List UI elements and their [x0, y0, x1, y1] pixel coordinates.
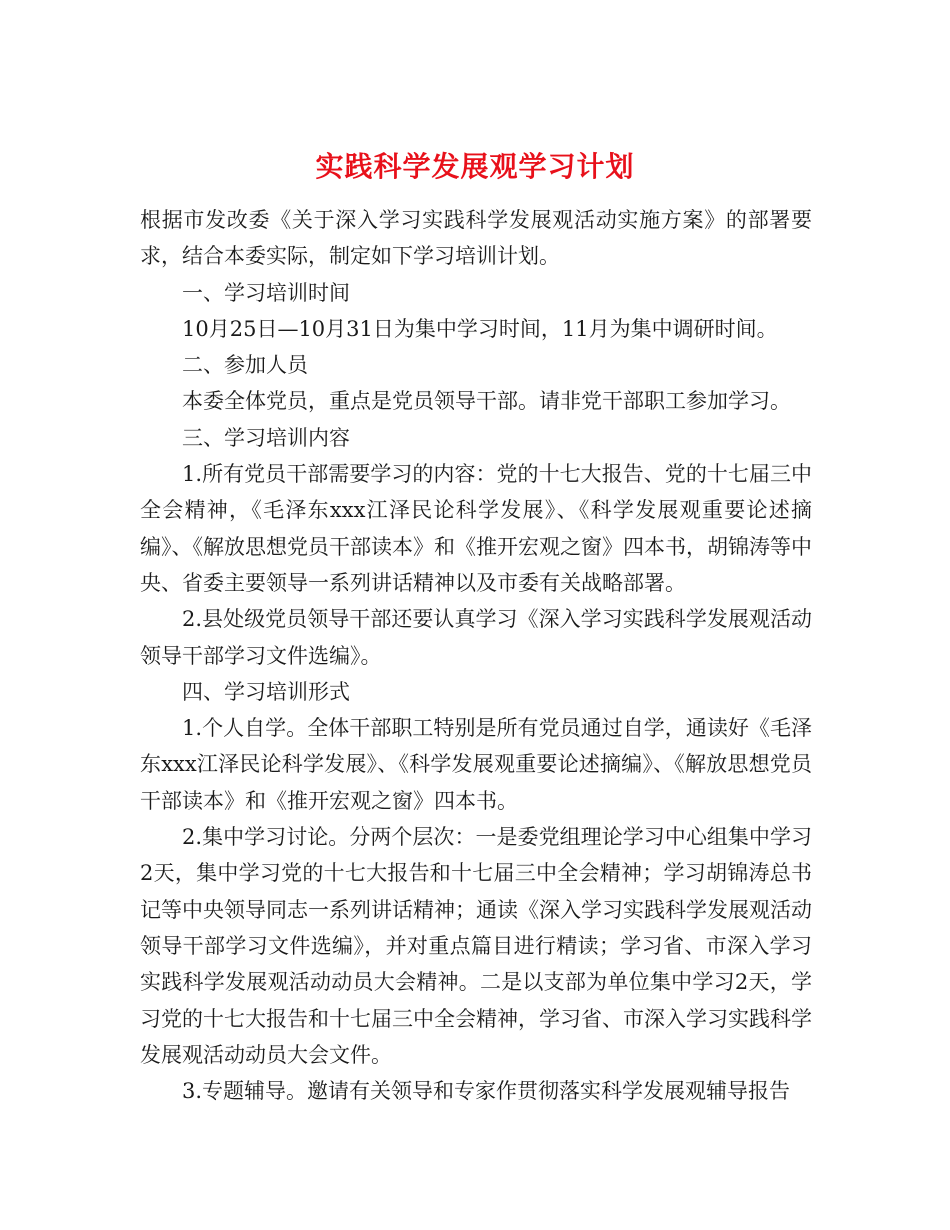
document-body [140, 202, 812, 1109]
paragraph: 1.所有党员干部需要学习的内容：党的十七大报告、党的十七届三中全会精神，《毛泽东xxx江泽民论科学发展》、《科学发展观重要论述摘编》、《解放思想党员干部读本》和《推开宏观之窗》四本书，胡锦涛等中央、省委主要领导一系列讲话精神以及市委有关战略部署。 [140, 462, 812, 595]
paragraph: 二、参加人员 [182, 353, 308, 378]
paragraph: 3.专题辅导。邀请有关领导和专家作贯彻落实科学发展观辅导报告 [182, 1079, 791, 1104]
paragraph: 2.县处级党员领导干部还要认真学习《深入学习实践科学发展观活动领导干部学习文件选编》。 [140, 607, 812, 668]
document-title: 实践科学发展观学习计划 [315, 149, 635, 183]
paragraph: 一、学习培训时间 [182, 280, 350, 305]
paragraph: 四、学习培训形式 [182, 679, 350, 704]
paragraph: 1.个人自学。全体干部职工特别是所有党员通过自学，通读好《毛泽东xxx江泽民论科学发展》、《科学发展观重要论述摘编》、《解放思想党员干部读本》和《推开宏观之窗》四本书。 [140, 716, 812, 813]
paragraph: 10月25日—10月31日为集中学习时间，11月为集中调研时间。 [182, 316, 778, 341]
paragraph: 本委全体党员，重点是党员领导干部。请非党干部职工参加学习。 [182, 389, 791, 414]
paragraph: 2.集中学习讨论。分两个层次：一是委党组理论学习中心组集中学习2天，集中学习党的十七大报告和十七届三中全会精神；学习胡锦涛总书记等中央领导同志一系列讲话精神；通读《深入学习实践科学发展观活动领导干部学习文件选编》，并对重点篇目进行精读；学习省、市深入学习实践科学发展观活动动员大会精神。二是以支部为单位集中学习2天，学习党的十七大报告和十七届三中全会精神，学习省、市深入学习实践科学发展观活动动员大会文件。 [140, 825, 812, 1067]
paragraph: 三、学习培训内容 [182, 425, 350, 450]
paragraph: 根据市发改委《关于深入学习实践科学发展观活动实施方案》的部署要求，结合本委实际，制定如下学习培训计划。 [140, 208, 812, 269]
